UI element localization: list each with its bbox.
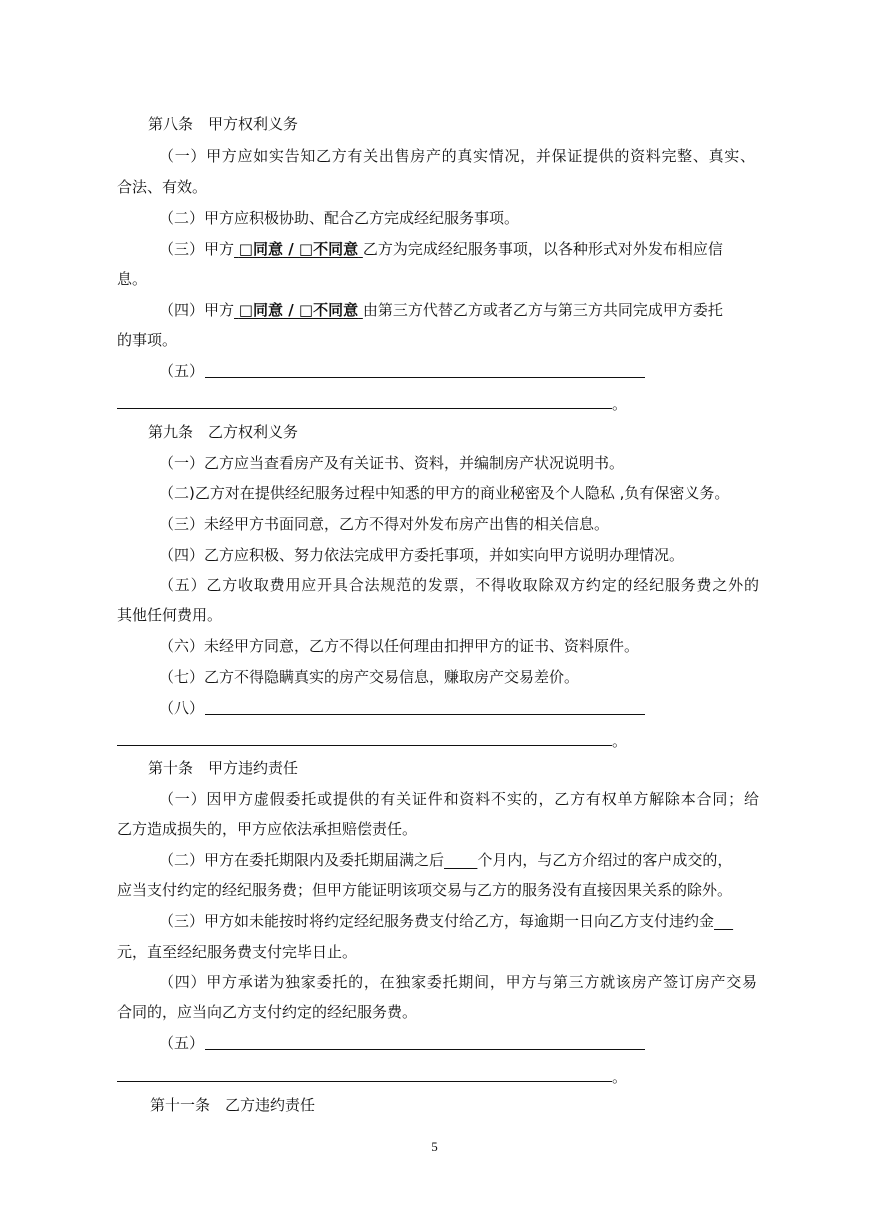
article-9-item-5: （五）乙方收取费用应开具合法规范的发票，不得收取除双方约定的经纪服务费之外的: [159, 576, 759, 594]
article-8-item-1: （一）甲方应如实告知乙方有关出售房产的真实情况，并保证提供的资料完整、真实、: [159, 147, 755, 165]
blank-line-8-5a[interactable]: [205, 377, 645, 378]
article-9-item-6: （六）未经甲方同意，乙方不得以任何理由扣押甲方的证书、资料原件。: [159, 637, 640, 655]
blank-line-10-5a[interactable]: [205, 1049, 645, 1050]
article-9-item-1: （一）乙方应当查看房产及有关证书、资料，并编制房产状况说明书。: [159, 454, 625, 472]
article-9-item-8-label: （八）: [159, 699, 205, 717]
article-10-item-5-label: （五）: [159, 1034, 205, 1052]
blank-line-9-8a[interactable]: [205, 714, 645, 715]
article-10-item-3-text: （三）甲方如未能按时将约定经纪服务费支付给乙方，每逾期一日向乙方支付违约金: [159, 912, 715, 930]
article-9-item-7: （七）乙方不得隐瞒真实的房产交易信息，赚取房产交易差价。: [159, 668, 580, 686]
article-10-item-2-cont: 应当支付约定的经纪服务费；但甲方能证明该项交易与乙方的服务没有直接因果关系的除外。: [117, 881, 733, 899]
agree-disagree-checkbox-4[interactable]: □同意 / □不同意: [238, 301, 359, 319]
article-8-item-4-cont: 的事项。: [117, 331, 178, 349]
article-8-item-5-end: 。: [612, 395, 628, 413]
article-8-item-4-prefix: （四）甲方: [159, 301, 235, 319]
article-10-item-1-cont: 乙方造成损失的，甲方应依法承担赔偿责任。: [117, 820, 418, 838]
article-9-title: 第九条 乙方权利义务: [148, 423, 299, 441]
article-8-item-4: [159, 300, 723, 320]
article-9-item-2: （二)乙方对在提供经纪服务过程中知悉的甲方的商业秘密及个人隐私 ,负有保密义务。: [159, 484, 730, 502]
article-10-item-2: [159, 850, 732, 870]
article-8-item-4-suffix: 由第三方代替乙方或者乙方与第三方共同完成甲方委托: [362, 301, 723, 319]
article-10-item-3: [159, 911, 733, 931]
agree-disagree-checkbox-3[interactable]: □同意 / □不同意: [238, 240, 359, 258]
article-8-item-2: （二）甲方应积极协助、配合乙方完成经纪服务事项。: [159, 209, 520, 227]
article-9-item-5-cont: 其他任何费用。: [117, 606, 223, 624]
article-8-item-5-label: （五）: [159, 362, 205, 380]
article-10-title: 第十条 甲方违约责任: [148, 759, 299, 777]
article-8-item-3-prefix: （三）甲方: [159, 240, 235, 258]
page-number: 5: [431, 1139, 438, 1154]
article-9-item-4: （四）乙方应积极、努力依法完成甲方委托事项，并如实向甲方说明办理情况。: [159, 546, 685, 564]
article-10-item-2-suffix: 个月内，与乙方介绍过的客户成交的，: [477, 851, 733, 869]
blank-line-9-8b[interactable]: [117, 745, 612, 746]
article-10-item-1: （一）因甲方虚假委托或提供的有关证件和资料不实的，乙方有权单方解除本合同；给: [159, 790, 759, 808]
blank-line-8-5b[interactable]: [117, 408, 612, 409]
months-blank[interactable]: [444, 851, 477, 869]
article-10-item-5-end: 。: [612, 1068, 628, 1086]
article-10-item-2-prefix: （二）甲方在委托期限内及委托期届满之后: [159, 851, 445, 869]
article-10-item-4: （四）甲方承诺为独家委托的，在独家委托期间，甲方与第三方就该房产签订房产交易: [159, 973, 757, 991]
article-8-item-3-suffix: 乙方为完成经纪服务事项，以各种形式对外发布相应信: [362, 240, 723, 258]
penalty-amount-blank[interactable]: [714, 912, 733, 930]
article-8-item-1-cont: 合法、有效。: [117, 178, 208, 196]
blank-line-10-5b[interactable]: [117, 1081, 612, 1082]
article-9-item-3: （三）未经甲方书面同意，乙方不得对外发布房产出售的相关信息。: [159, 515, 610, 533]
article-10-item-4-cont: 合同的，应当向乙方支付约定的经纪服务费。: [117, 1003, 418, 1021]
article-8-item-3-cont: 息。: [117, 270, 148, 288]
article-8-item-3: [159, 239, 723, 259]
article-11-title: 第十一条 乙方违约责任: [150, 1096, 316, 1114]
article-9-item-8-end: 。: [612, 732, 628, 750]
article-8-title: 第八条 甲方权利义务: [148, 115, 299, 133]
article-10-item-3-cont: 元，直至经纪服务费支付完毕日止。: [117, 943, 358, 961]
